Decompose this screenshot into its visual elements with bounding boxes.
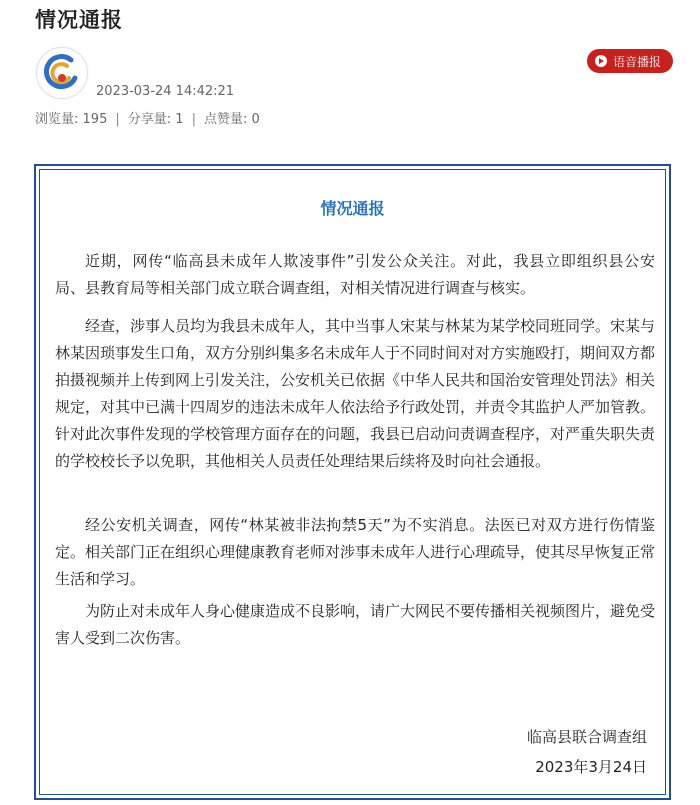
- shares-count: 1: [175, 112, 184, 127]
- document-date: 2023年3月24日: [535, 758, 647, 776]
- document-frame: [34, 164, 671, 800]
- document-title: 情况通报: [320, 199, 385, 218]
- publisher-avatar[interactable]: [36, 47, 88, 99]
- publish-time: 2023-03-24 14:42:21: [96, 84, 235, 99]
- paragraph-4: 为防止对未成年人身心健康造成不良影响，请广大网民不要传播相关视频图片，避免受害人受到二次伤害。: [55, 602, 656, 647]
- signature: 临高县联合调查组: [526, 728, 647, 746]
- document-body: [39, 169, 666, 795]
- views-label: 浏览量:: [35, 112, 79, 127]
- logo-icon: [37, 48, 87, 98]
- play-icon: [595, 55, 607, 67]
- views-count: 195: [82, 112, 108, 127]
- paragraph-1: 近期，网传“临高县未成年人欺凌事件”引发公众关注。对此，我县立即组织县公安局、县教育局等相关部门成立联合调查组，对相关情况进行调查与核实。: [55, 252, 655, 297]
- shares-label: 分享量:: [127, 112, 172, 127]
- voice-broadcast-label: 语音播报: [612, 54, 661, 69]
- likes-count: 0: [251, 112, 260, 127]
- likes-label: 点赞量:: [203, 112, 248, 127]
- paragraph-2: 经查，涉事人员均为我县未成年人，其中当事人宋某与林某为某学校同班同学。宋某与林某因琐事发生口角，双方分别纠集多名未成年人于不同时间对对方实施殴打，期间双方都拍摄视频并上传到网上引发关注，公安机关已依据《中华人民共和国治安管理处罚法》相关规定，对其中已满十四周岁的违法未成年人依法给予行政处罚，并责令其监护人严加管教。针对此次事件发现的学校管理方面存在的问题，我县已启动问责调查程序，对严重失职失责的学校校长予以免职，其他相关人员责任处理结果后续将及时向社会通报。: [55, 317, 656, 470]
- stats-separator: |: [191, 112, 196, 127]
- voice-broadcast-button[interactable]: [587, 49, 673, 73]
- paragraph-3: 经公安机关调查，网传“林某被非法拘禁5天”为不实消息。法医已对双方进行伤情鉴定。相关部门正在组织心理健康教育老师对涉事未成年人进行心理疏导，使其尽早恢复正常生活和学习。: [55, 516, 656, 588]
- stats-bar: [35, 108, 260, 127]
- page-title: 情况通报: [35, 8, 123, 32]
- stats-separator: |: [115, 112, 120, 127]
